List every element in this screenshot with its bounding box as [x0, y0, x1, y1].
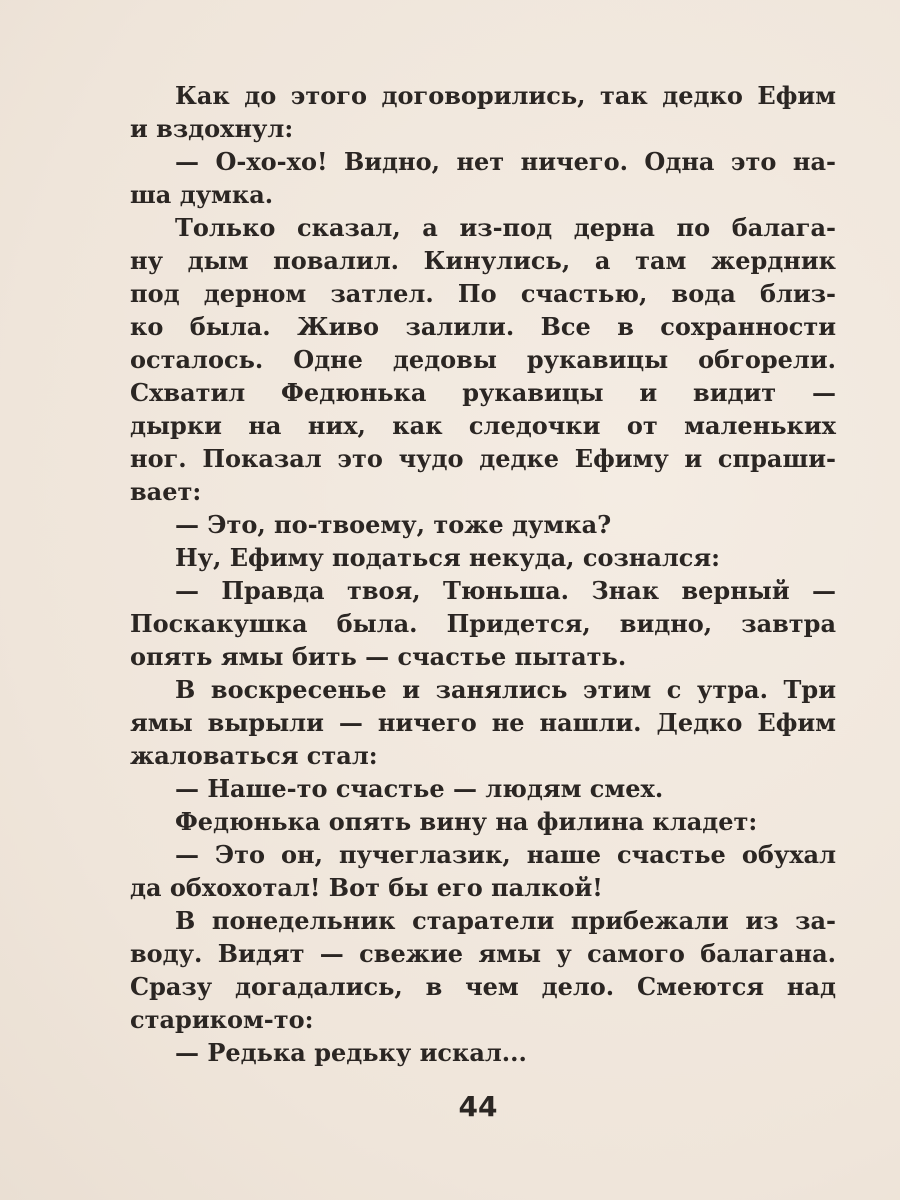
text-line: осталось. Одне дедовы рукавицы обгорели. — [130, 345, 836, 374]
text-line: Только сказал, а из-под дерна по балага- — [175, 213, 836, 242]
text-line: ну дым повалил. Кинулись, а там жердник — [130, 246, 836, 275]
text-line: В понедельник старатели прибежали из за- — [175, 906, 836, 935]
text-line: дырки на них, как следочки от маленьких — [130, 411, 836, 440]
paragraph — [130, 541, 836, 574]
text-line: ша думка. — [130, 180, 274, 209]
paragraph — [130, 79, 836, 145]
text-line: жаловаться стал: — [130, 741, 378, 770]
paragraph — [130, 574, 836, 673]
text-line: ямы вырыли — ничего не нашли. Дедко Ефим — [130, 708, 836, 737]
text-line: Федюнька опять вину на филина кладет: — [175, 807, 758, 836]
text-line: стариком-то: — [130, 1005, 314, 1034]
text-line: вает: — [130, 477, 202, 506]
paragraph — [130, 673, 836, 772]
text-line: под дерном затлел. По счастью, вода близ- — [130, 279, 836, 308]
text-line: Ну, Ефиму податься некуда, сознался: — [175, 543, 721, 572]
text-line: и вздохнул: — [130, 114, 294, 143]
text-line: опять ямы бить — счастье пытать. — [130, 642, 627, 671]
text-line: — Наше-то счастье — людям смех. — [175, 774, 664, 803]
text-line: В воскресенье и занялись этим с утра. Три — [175, 675, 836, 704]
paragraph — [130, 805, 836, 838]
text-line: ног. Показал это чудо дедке Ефиму и спраши- — [130, 444, 836, 473]
paragraph — [130, 838, 836, 904]
text-line: — Это, по-твоему, тоже думка? — [175, 510, 612, 539]
text-line: Сразу догадались, в чем дело. Смеются над — [130, 972, 836, 1001]
text-line: — О-хо-хо! Видно, нет ничего. Одна это на- — [175, 147, 836, 176]
text-line: — Это он, пучеглазик, наше счастье обухал — [175, 840, 836, 869]
page-number: 44 — [458, 1090, 498, 1123]
paragraph — [130, 904, 836, 1036]
text-line: — Редька редьку искал... — [175, 1038, 527, 1067]
text-line: ко была. Живо залили. Все в сохранности — [130, 312, 836, 341]
text-line: да обхохотал! Вот бы его палкой! — [130, 873, 603, 902]
paragraph — [130, 508, 836, 541]
text-line: — Правда твоя, Тюньша. Знак верный — — [175, 576, 836, 605]
text-line: Как до этого договорились, так дедко Ефим — [175, 81, 836, 110]
text-line: воду. Видят — свежие ямы у самого балагана. — [130, 939, 836, 968]
text-line: Поскакушка была. Придется, видно, завтра — [130, 609, 836, 638]
paragraph — [130, 145, 836, 211]
paragraph — [130, 211, 836, 508]
paragraph — [130, 772, 836, 805]
paragraph — [130, 1036, 836, 1069]
page-text — [130, 79, 836, 1069]
text-line: Схватил Федюнька рукавицы и видит — — [130, 378, 836, 407]
